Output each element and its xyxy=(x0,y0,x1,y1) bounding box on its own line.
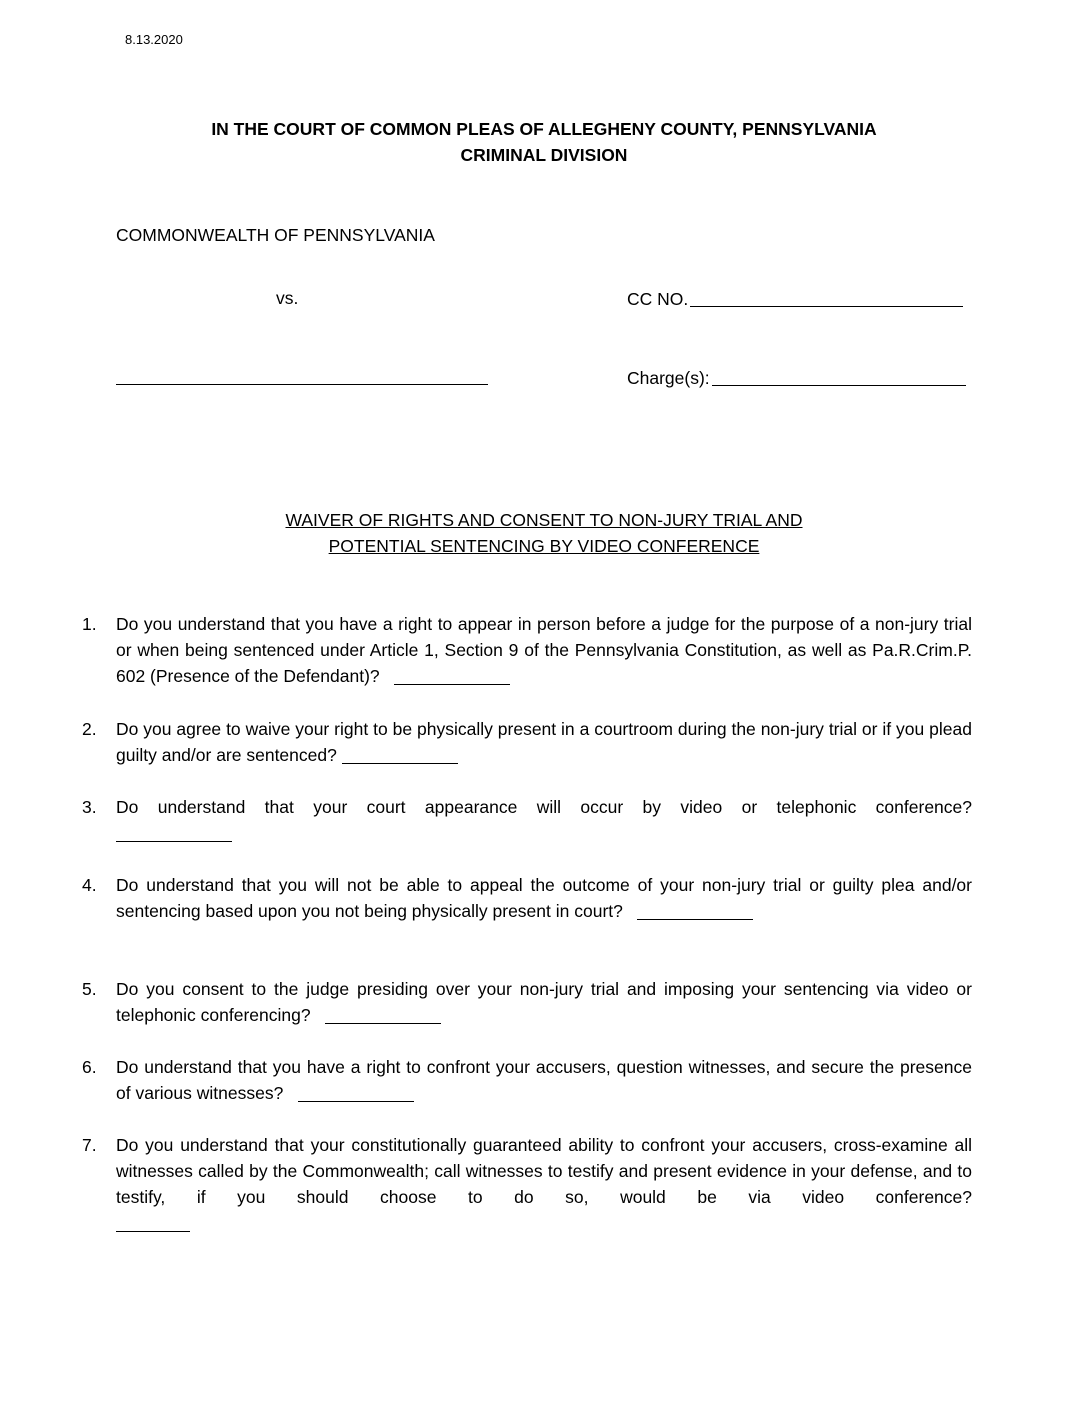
question-text: Do understand that your court appearance will occur by video or telephonic conference? xyxy=(116,797,972,817)
plaintiff-name: COMMONWEALTH OF PENNSYLVANIA xyxy=(116,225,435,245)
question-number: 4. xyxy=(82,875,97,895)
question-6 xyxy=(82,1054,972,1106)
charges-field xyxy=(627,367,966,389)
question-text: Do you consent to the judge presiding over your non-jury trial and imposing your sentencing via video or telephonic conferencing? xyxy=(116,979,972,1025)
answer-blank[interactable] xyxy=(394,668,510,685)
cc-number-blank[interactable] xyxy=(690,288,963,307)
defendant-name-blank[interactable] xyxy=(116,384,488,385)
versus-label: vs. xyxy=(276,288,299,308)
question-text: Do you understand that you have a right to appear in person before a judge for the purpose of a non-jury trial or when being sentenced under Article 1, Section 9 of the Pennsylvania Constitution, as well as Pa.R.Crim.P. 602 (Presence of the Defendant)? xyxy=(116,614,972,686)
question-number: 6. xyxy=(82,1057,97,1077)
court-name: IN THE COURT OF COMMON PLEAS OF ALLEGHENY COUNTY, PENNSYLVANIA xyxy=(211,119,877,139)
question-text: Do understand that you have a right to confront your accusers, question witnesses, and secure the presence of various witnesses? xyxy=(116,1057,972,1103)
answer-blank[interactable] xyxy=(116,1215,190,1232)
question-1 xyxy=(82,611,972,689)
question-number: 2. xyxy=(82,719,97,739)
charges-label: Charge(s): xyxy=(627,368,710,388)
cc-number-label: CC NO. xyxy=(627,289,689,309)
question-text: Do you agree to waive your right to be physically present in a courtroom during the non-jury trial or if you plead guilty and/or are sentenced? xyxy=(116,719,972,765)
answer-blank[interactable] xyxy=(637,903,753,920)
answer-blank[interactable] xyxy=(325,1007,441,1024)
form-date: 8.13.2020 xyxy=(125,32,183,47)
question-5 xyxy=(82,976,972,1028)
question-2 xyxy=(82,716,972,768)
court-division: CRIMINAL DIVISION xyxy=(460,145,628,165)
question-number: 3. xyxy=(82,797,97,817)
question-number: 1. xyxy=(82,614,97,634)
form-title-line-1: WAIVER OF RIGHTS AND CONSENT TO NON-JURY TRIAL AND xyxy=(285,510,803,530)
answer-blank[interactable] xyxy=(298,1085,414,1102)
answer-blank[interactable] xyxy=(342,747,458,764)
question-text: Do understand that you will not be able to appeal the outcome of your non-jury trial or guilty plea and/or sentencing based upon you not being physically present in court? xyxy=(116,875,972,921)
cc-number-field xyxy=(627,288,963,310)
question-7 xyxy=(82,1132,972,1236)
question-text: Do you understand that your constitutionally guaranteed ability to confront your accusers, cross-examine all witnesses called by the Commonwealth; call witnesses to testify and present evidence in your defense, and to testify, if you should choose to do so, would be via video conference? xyxy=(116,1135,972,1207)
charges-blank[interactable] xyxy=(712,367,966,386)
question-4 xyxy=(82,872,972,924)
question-number: 7. xyxy=(82,1135,97,1155)
question-3 xyxy=(82,794,972,846)
answer-blank[interactable] xyxy=(116,825,232,842)
question-number: 5. xyxy=(82,979,97,999)
form-title-line-2: POTENTIAL SENTENCING BY VIDEO CONFERENCE xyxy=(328,536,760,556)
